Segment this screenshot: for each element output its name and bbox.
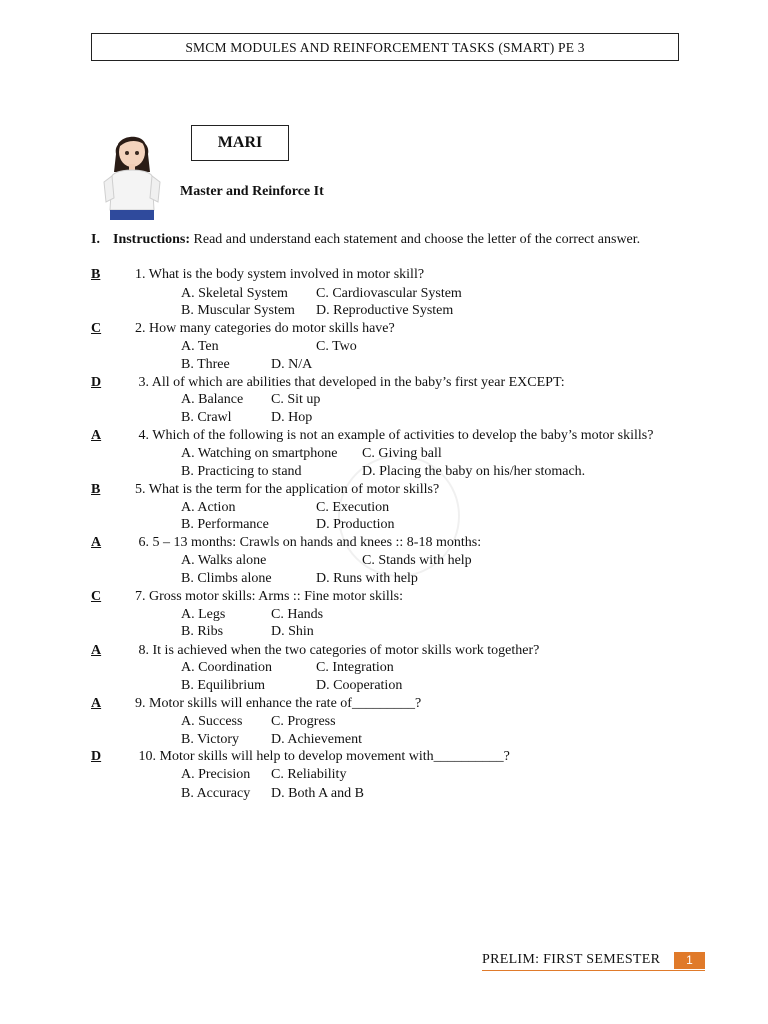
question-text: 1. What is the body system involved in motor skill? <box>135 267 425 282</box>
option: C. Two <box>316 339 357 354</box>
question-item <box>91 696 421 712</box>
option: C. Integration <box>316 660 394 675</box>
question-item <box>91 428 653 444</box>
option: B. Ribs <box>181 624 224 639</box>
answer-blank: C <box>91 321 102 336</box>
question-item <box>91 749 510 765</box>
page-number-badge: 1 <box>674 952 705 969</box>
answer-blank: A <box>91 696 102 711</box>
option: A. Skeletal System <box>181 286 288 301</box>
footer-divider <box>482 970 705 971</box>
option: D. Both A and B <box>271 786 364 801</box>
page-header: SMCM MODULES AND REINFORCEMENT TASKS (SMART) PE 3 <box>91 33 679 61</box>
question-text: 3. All of which are abilities that developed in the baby’s first year EXCEPT: <box>135 375 565 390</box>
option: C. Cardiovascular System <box>316 286 462 301</box>
option: B. Equilibrium <box>181 678 265 693</box>
option: B. Three <box>181 357 230 372</box>
footer-semester-label: PRELIM: FIRST SEMESTER <box>482 952 661 967</box>
option: D. Reproductive System <box>316 303 454 318</box>
option: D. Achievement <box>271 732 362 747</box>
instructions-text: Read and understand each statement and choose the letter of the correct answer. <box>190 232 641 247</box>
option: A. Walks alone <box>181 553 267 568</box>
option: A. Precision <box>181 767 251 782</box>
option: B. Victory <box>181 732 240 747</box>
answer-blank: A <box>91 643 102 658</box>
question-item <box>91 267 424 283</box>
question-item <box>91 321 395 337</box>
option: D. Shin <box>271 624 314 639</box>
option: A. Watching on smartphone <box>181 446 338 461</box>
answer-blank: D <box>91 375 102 390</box>
answer-blank: A <box>91 535 102 550</box>
question-text: 8. It is achieved when the two categories of motor skills work together? <box>135 643 540 658</box>
question-text: 7. Gross motor skills: Arms :: Fine motor skills: <box>135 589 403 604</box>
question-item <box>91 643 539 659</box>
option: C. Reliability <box>271 767 347 782</box>
option: D. Placing the baby on his/her stomach. <box>362 464 586 479</box>
option: A. Success <box>181 714 243 729</box>
answer-blank: C <box>91 589 102 604</box>
answer-blank: A <box>91 428 102 443</box>
instructions-number: I. <box>91 232 100 247</box>
question-text: 9. Motor skills will enhance the rate of_________? <box>135 696 422 711</box>
question-text: 2. How many categories do motor skills have? <box>135 321 395 336</box>
option: B. Muscular System <box>181 303 295 318</box>
option: C. Progress <box>271 714 336 729</box>
answer-blank: B <box>91 267 101 282</box>
question-item <box>91 482 439 498</box>
option: A. Coordination <box>181 660 272 675</box>
instructions-label: Instructions: <box>113 232 191 247</box>
answer-blank: D <box>91 749 102 764</box>
option: B. Crawl <box>181 410 232 425</box>
option: A. Balance <box>181 392 244 407</box>
module-name-box: MARI <box>191 125 289 161</box>
option: D. Production <box>316 517 395 532</box>
option: B. Accuracy <box>181 786 251 801</box>
question-item <box>91 589 403 605</box>
module-subtitle: Master and Reinforce It <box>180 184 324 199</box>
instructions <box>91 232 640 248</box>
option: D. Cooperation <box>316 678 403 693</box>
option: D. N/A <box>271 357 313 372</box>
option: A. Ten <box>181 339 219 354</box>
question-text: 6. 5 – 13 months: Crawls on hands and knees :: 8-18 months: <box>135 535 482 550</box>
option: C. Execution <box>316 500 390 515</box>
student-avatar-icon <box>100 124 164 222</box>
option: A. Legs <box>181 607 226 622</box>
question-item <box>91 375 565 391</box>
option: D. Runs with help <box>316 571 418 586</box>
question-text: 10. Motor skills will help to develop movement with__________? <box>135 749 510 764</box>
option: C. Sit up <box>271 392 321 407</box>
option: A. Action <box>181 500 236 515</box>
option: C. Hands <box>271 607 324 622</box>
option: B. Climbs alone <box>181 571 272 586</box>
question-text: 4. Which of the following is not an example of activities to develop the baby’s motor skills? <box>135 428 654 443</box>
question-text: 5. What is the term for the application of motor skills? <box>135 482 440 497</box>
option: B. Practicing to stand <box>181 464 302 479</box>
option: B. Performance <box>181 517 269 532</box>
option: C. Stands with help <box>362 553 472 568</box>
question-item <box>91 535 481 551</box>
option: C. Giving ball <box>362 446 442 461</box>
option: D. Hop <box>271 410 313 425</box>
answer-blank: B <box>91 482 101 497</box>
